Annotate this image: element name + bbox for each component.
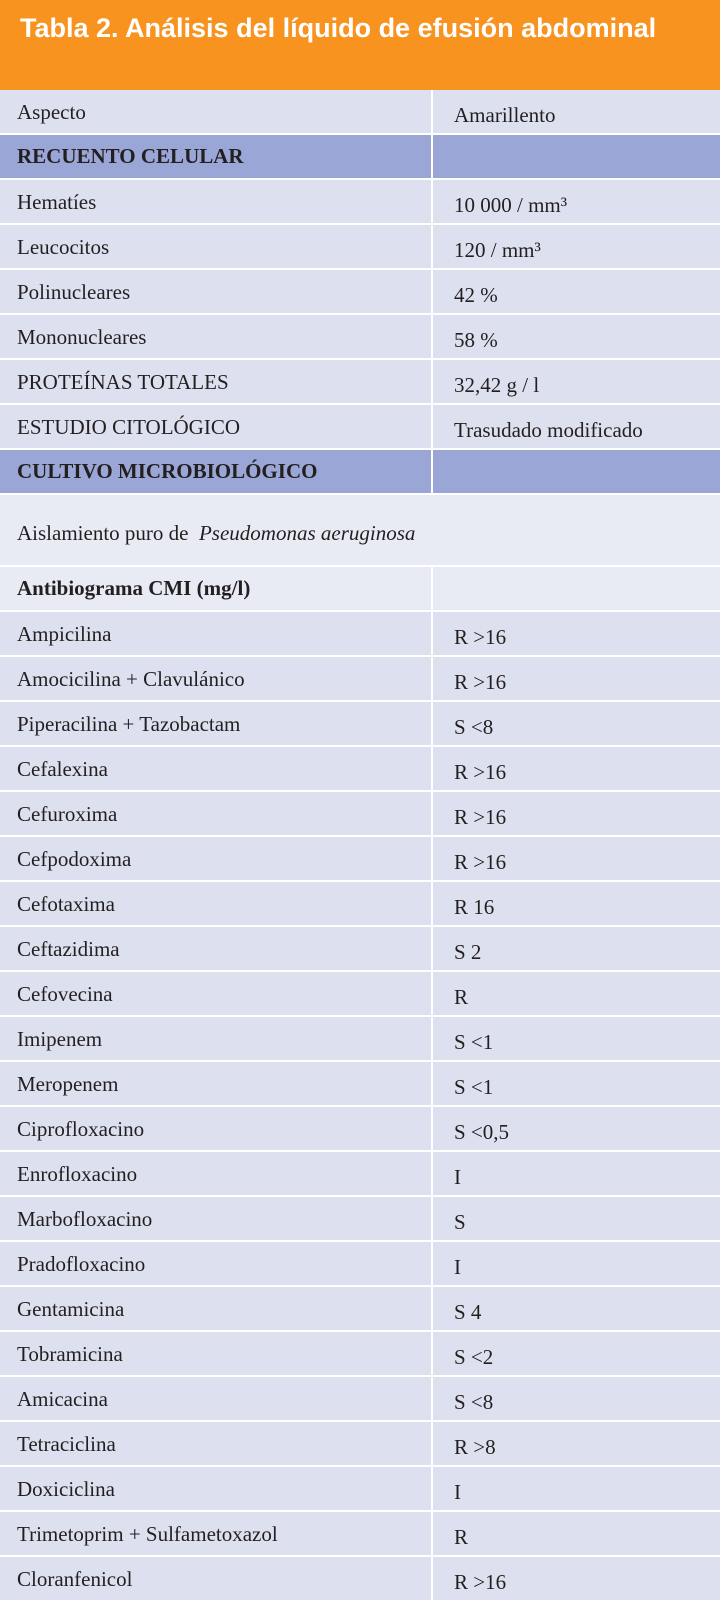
antibiogram-header-empty — [433, 567, 720, 610]
antibiotic-row — [0, 1197, 720, 1242]
antibiotic-row-label: Marbofloxacino — [0, 1197, 433, 1240]
antibiotic-row-label: Amocicilina + Clavulánico — [0, 657, 433, 700]
antibiotic-row — [0, 1107, 720, 1152]
antibiotic-row-label: Amicacina — [0, 1377, 433, 1420]
antibiotic-row-value: R — [454, 985, 469, 1009]
antibiotic-row — [0, 702, 720, 747]
isolation-row — [0, 495, 720, 567]
antibiogram-header: Antibiograma CMI (mg/l) — [0, 567, 433, 610]
antibiotic-row — [0, 1152, 720, 1197]
antibiotic-row-label: Cefpodoxima — [0, 837, 433, 880]
antibiotic-row-value: S <2 — [454, 1345, 494, 1369]
antibiotic-row-label: Tobramicina — [0, 1332, 433, 1375]
antibiotic-row-label: Pradofloxacino — [0, 1242, 433, 1285]
cell-count-row-label: Leucocitos — [0, 225, 433, 268]
cell-count-row-label: Mononucleares — [0, 315, 433, 358]
table-title: Tabla 2. Análisis del líquido de efusión abdominal — [0, 0, 720, 90]
antibiotic-row — [0, 837, 720, 882]
antibiotic-row — [0, 1332, 720, 1377]
aspect-row — [0, 90, 720, 135]
antibiogram-header-row — [0, 567, 720, 612]
cell-count-row-value: 32,42 g / l — [454, 373, 540, 397]
antibiotic-row — [0, 927, 720, 972]
cell-count-row-label: Hematíes — [0, 180, 433, 223]
antibiotic-row-value: S — [454, 1210, 466, 1234]
cell-count-row — [0, 270, 720, 315]
antibiotic-row-value: R >16 — [454, 1570, 507, 1594]
antibiotic-row-value: R — [454, 1525, 469, 1549]
antibiotic-row — [0, 1062, 720, 1107]
antibiotic-row — [0, 882, 720, 927]
culture-section-header — [0, 450, 720, 495]
culture-header-empty — [433, 450, 720, 493]
antibiotic-row-label: Ceftazidima — [0, 927, 433, 970]
cell-count-row-value: 42 % — [454, 283, 498, 307]
antibiotic-row-label: Cefalexina — [0, 747, 433, 790]
cell-count-row-label: PROTEÍNAS TOTALES — [0, 360, 433, 403]
antibiotic-row-value: S <0,5 — [454, 1120, 510, 1144]
antibiotic-row-label: Cefuroxima — [0, 792, 433, 835]
antibiotic-row — [0, 1467, 720, 1512]
antibiotic-row — [0, 657, 720, 702]
antibiotic-row-value: I — [454, 1255, 461, 1279]
antibiotic-row-value: S <8 — [454, 715, 494, 739]
antibiotic-row — [0, 1557, 720, 1602]
aspect-label: Aspecto — [0, 90, 433, 133]
antibiotic-row-value: I — [454, 1165, 461, 1189]
analysis-table — [0, 90, 720, 1602]
antibiotic-row-label: Meropenem — [0, 1062, 433, 1105]
antibiotic-row-value: S <1 — [454, 1075, 494, 1099]
antibiotic-row — [0, 747, 720, 792]
isolation-text — [0, 495, 720, 565]
cell-count-header-empty — [433, 135, 720, 178]
antibiotic-row-label: Cefotaxima — [0, 882, 433, 925]
cell-count-row — [0, 315, 720, 360]
antibiotic-row — [0, 792, 720, 837]
antibiotic-row — [0, 612, 720, 657]
antibiotic-row — [0, 972, 720, 1017]
cell-count-rows — [0, 180, 720, 450]
antibiotic-row — [0, 1017, 720, 1062]
cell-count-row-value: 58 % — [454, 328, 498, 352]
antibiotic-row-label: Trimetoprim + Sulfametoxazol — [0, 1512, 433, 1555]
antibiotic-row-value: R >16 — [454, 805, 507, 829]
cell-count-header: RECUENTO CELULAR — [0, 135, 433, 178]
antibiotic-row-value: R >16 — [454, 670, 507, 694]
antibiotic-row-value: S <1 — [454, 1030, 494, 1054]
antibiotic-row — [0, 1287, 720, 1332]
antibiotic-row-value: R 16 — [454, 895, 495, 919]
cell-count-row-value: 120 / mm³ — [454, 238, 541, 262]
antibiotic-row-value: I — [454, 1480, 461, 1504]
antibiotic-row-value: S 2 — [454, 940, 482, 964]
cell-count-section-header — [0, 135, 720, 180]
antibiotic-row — [0, 1422, 720, 1467]
antibiotic-row — [0, 1377, 720, 1422]
isolation-prefix: Aislamiento puro de — [17, 521, 189, 545]
antibiotic-row-label: Tetraciclina — [0, 1422, 433, 1465]
antibiotic-row-label: Ciprofloxacino — [0, 1107, 433, 1150]
antibiotic-row-label: Ampicilina — [0, 612, 433, 655]
antibiotic-row-label: Cefovecina — [0, 972, 433, 1015]
cell-count-row-label: ESTUDIO CITOLÓGICO — [0, 405, 433, 448]
cell-count-row-value: 10 000 / mm³ — [454, 193, 568, 217]
antibiotic-row-label: Imipenem — [0, 1017, 433, 1060]
antibiotic-row-label: Cloranfenicol — [0, 1557, 433, 1600]
culture-header: CULTIVO MICROBIOLÓGICO — [0, 450, 433, 493]
antibiotic-row-label: Doxiciclina — [0, 1467, 433, 1510]
isolation-organism: Pseudomonas aeruginosa — [198, 521, 416, 545]
antibiotic-row-value: R >16 — [454, 760, 507, 784]
antibiotic-row-value: R >16 — [454, 625, 507, 649]
aspect-value: Amarillento — [454, 103, 556, 127]
antibiotic-row-label: Piperacilina + Tazobactam — [0, 702, 433, 745]
cell-count-row — [0, 360, 720, 405]
cell-count-row-value: Trasudado modificado — [454, 418, 643, 442]
cell-count-row — [0, 180, 720, 225]
antibiotic-row-value: S <8 — [454, 1390, 494, 1414]
cell-count-row — [0, 405, 720, 450]
antibiotic-row-value: R >16 — [454, 850, 507, 874]
cell-count-row-label: Polinucleares — [0, 270, 433, 313]
antibiotic-row-value: S 4 — [454, 1300, 482, 1324]
cell-count-row — [0, 225, 720, 270]
antibiotic-row — [0, 1512, 720, 1557]
antibiotic-rows — [0, 612, 720, 1602]
antibiotic-row-value: R >8 — [454, 1435, 496, 1459]
antibiotic-row-label: Enrofloxacino — [0, 1152, 433, 1195]
antibiotic-row — [0, 1242, 720, 1287]
antibiotic-row-label: Gentamicina — [0, 1287, 433, 1330]
